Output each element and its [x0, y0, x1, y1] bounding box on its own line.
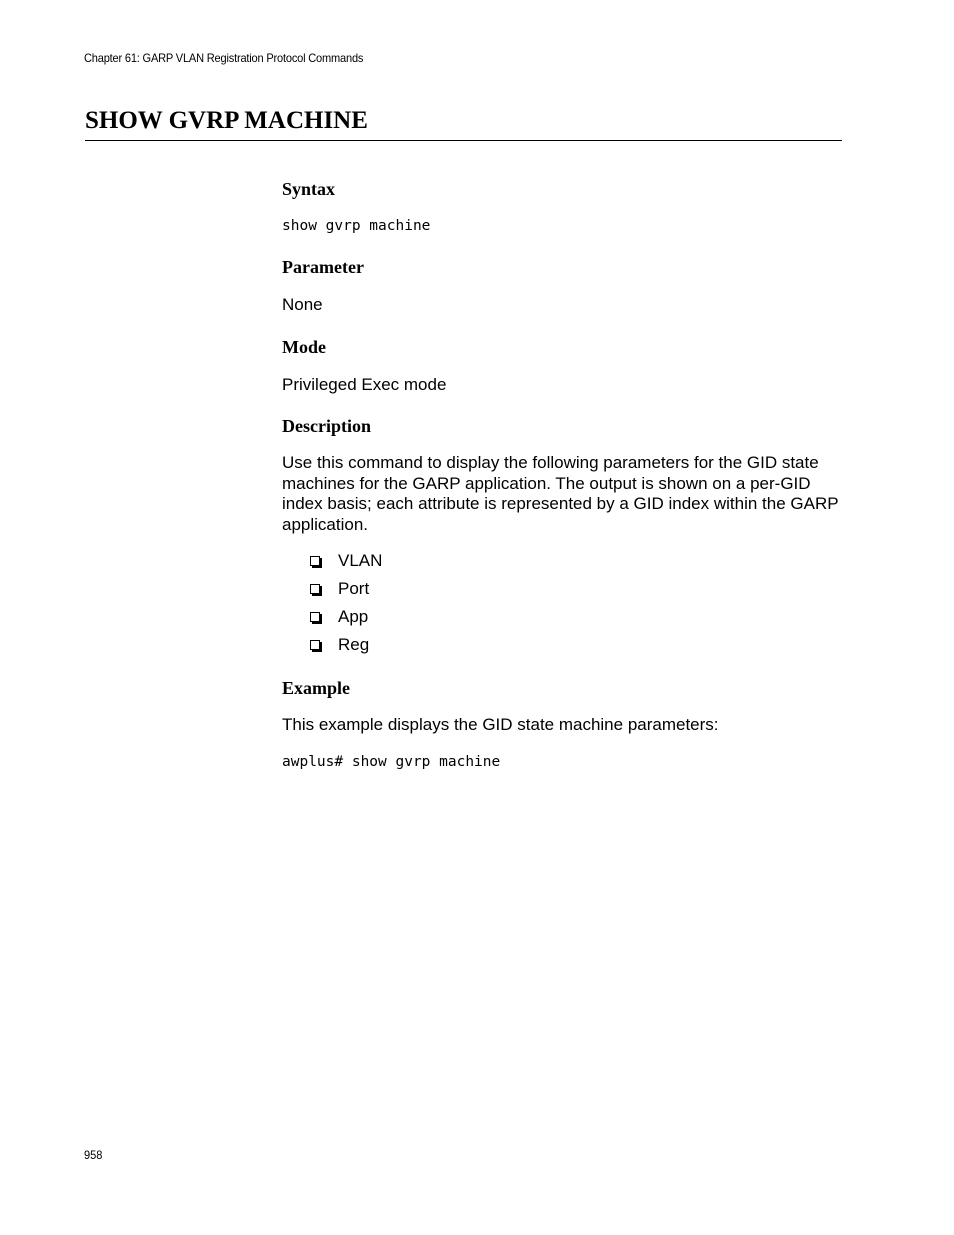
description-text: Use this command to display the following parameters for the GID state machines for the GARP application. The output is shown on a per-GID index basis; each attribute is represented by a GID index within the GARP application. — [282, 453, 839, 534]
example-heading: Example — [282, 678, 351, 698]
checkbox-bullet-icon — [310, 556, 320, 566]
list-item-label: Port — [338, 579, 370, 598]
list-item-label: Reg — [338, 635, 370, 654]
list-item — [310, 631, 847, 659]
list-item-label: VLAN — [338, 551, 383, 570]
parameter-heading: Parameter — [282, 257, 364, 277]
list-item-label: App — [338, 607, 369, 626]
list-item — [310, 547, 847, 575]
checkbox-bullet-icon — [310, 584, 320, 594]
parameter-text: None — [282, 295, 323, 314]
running-header: Chapter 61: GARP VLAN Registration Protocol Commands — [84, 51, 364, 65]
example-text: This example displays the GID state machine parameters: — [282, 715, 719, 734]
description-heading: Description — [282, 416, 371, 436]
list-item — [310, 603, 847, 631]
list-item — [310, 575, 847, 603]
mode-heading: Mode — [282, 336, 326, 357]
checkbox-bullet-icon — [310, 640, 320, 650]
content-body — [282, 178, 847, 772]
parameter-list — [282, 547, 847, 659]
syntax-heading: Syntax — [282, 179, 336, 199]
mode-text: Privileged Exec mode — [282, 374, 447, 394]
page-title: SHOW GVRP MACHINE — [85, 107, 368, 134]
page-number: 958 — [84, 1148, 103, 1162]
checkbox-bullet-icon — [310, 612, 320, 622]
title-rule — [85, 140, 842, 141]
syntax-code: show gvrp machine — [282, 218, 431, 234]
example-code: awplus# show gvrp machine — [282, 753, 501, 770]
